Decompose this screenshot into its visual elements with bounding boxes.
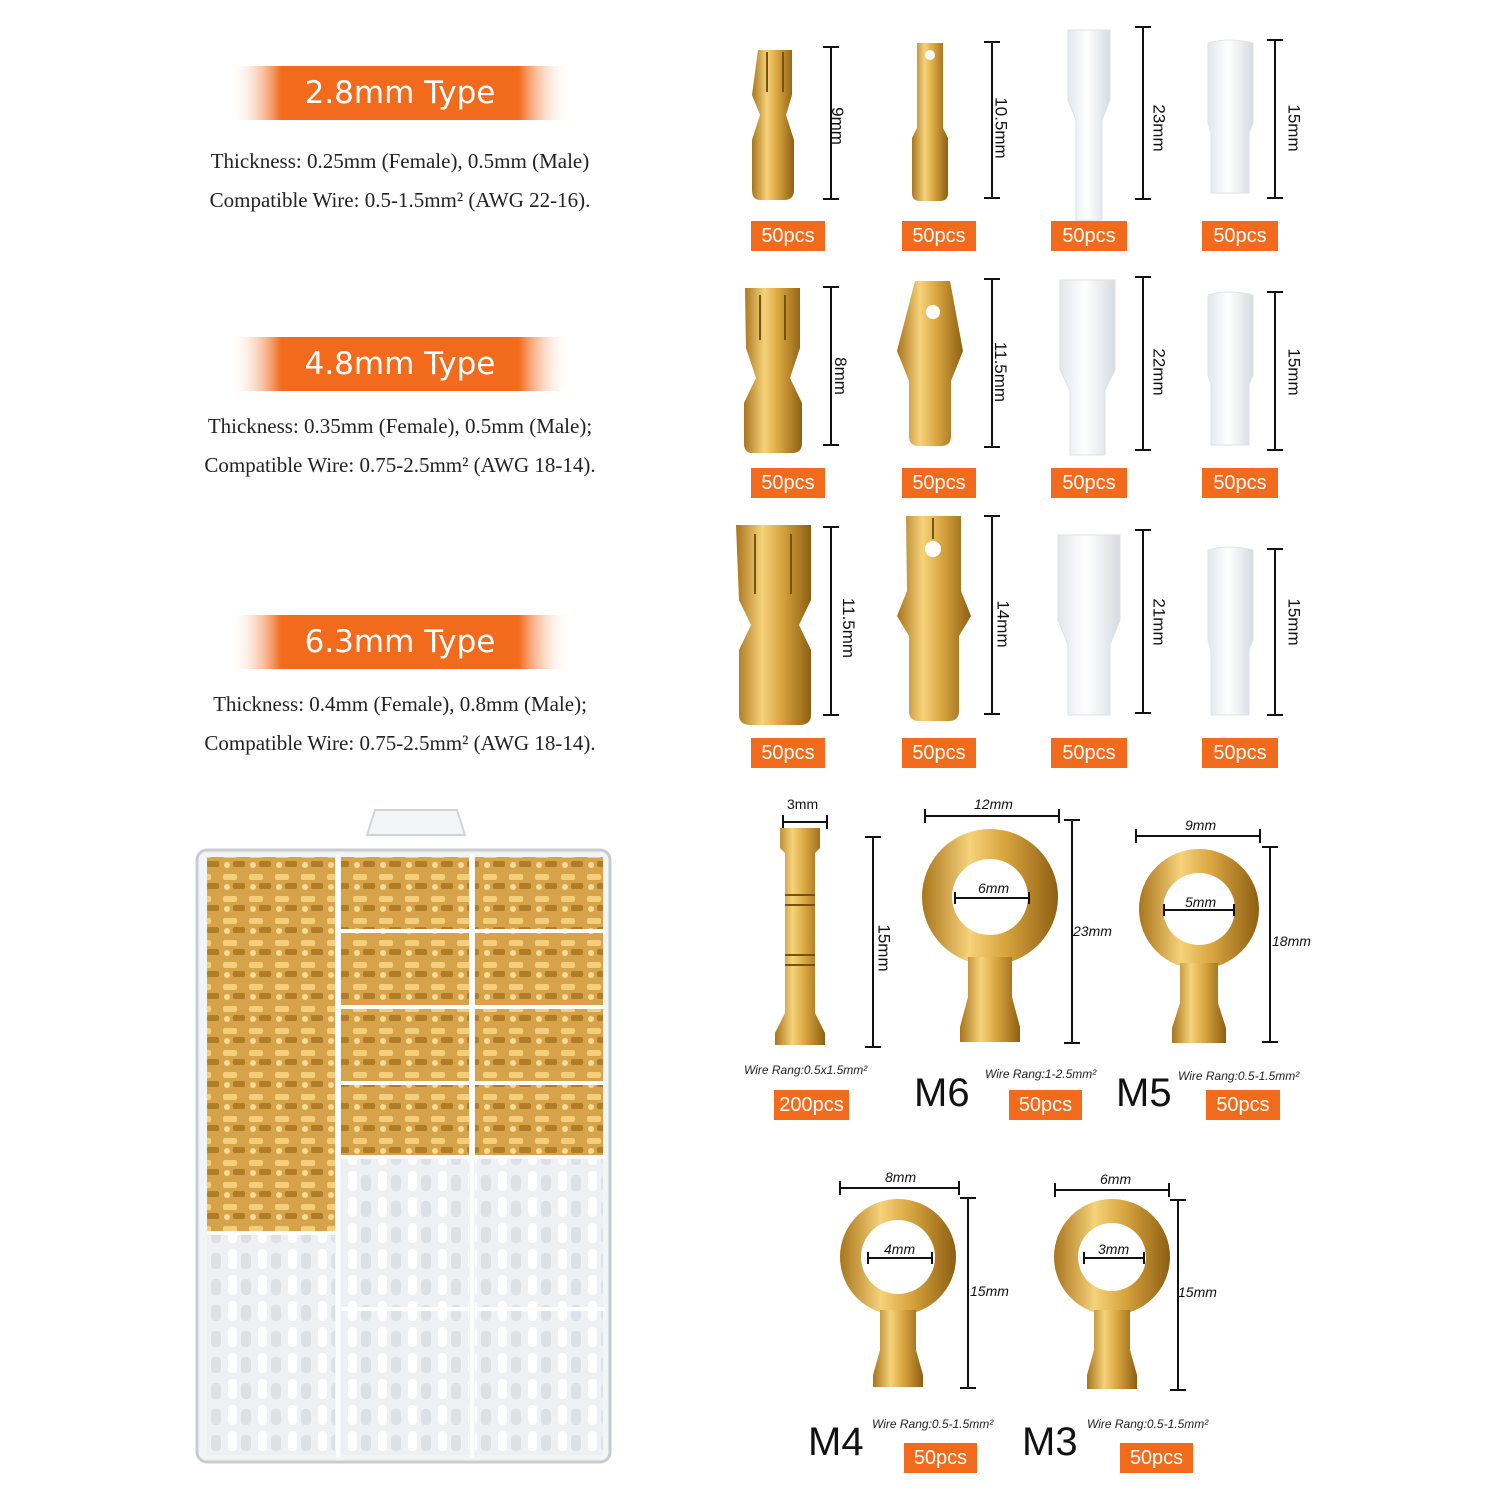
dimension-label: 11.5mm: [839, 597, 859, 659]
qty-badge: 50pcs: [902, 738, 976, 768]
dimension-label: 14mm: [993, 600, 1013, 648]
dimension-line: [1133, 826, 1263, 846]
qty-badge: 50pcs: [1202, 738, 1278, 768]
ring-size-label: M5: [1116, 1071, 1172, 1115]
wire-range: Wire Rang:0.5x1.5mm²: [744, 1063, 868, 1077]
type-spec: [160, 685, 640, 763]
dimension-label: 15mm: [1284, 104, 1304, 152]
qty-badge: 50pcs: [904, 1443, 977, 1473]
qty-badge: 50pcs: [1206, 1090, 1280, 1120]
dimension-label: 10.5mm: [991, 97, 1011, 159]
type-spec: [160, 142, 640, 220]
qty-badge: 50pcs: [751, 738, 825, 768]
butt-connector-image: [765, 825, 835, 1050]
dimension-label: 15mm: [1284, 598, 1304, 646]
inner-dim-label: 6mm: [978, 880, 1010, 896]
type-banner: [230, 615, 570, 669]
male-terminal-image: [893, 513, 973, 718]
qty-badge: 200pcs: [774, 1090, 849, 1120]
outer-dim-label: 8mm: [885, 1169, 917, 1185]
female-insulator-image: [1053, 530, 1128, 720]
width-label: 3mm: [787, 796, 819, 812]
ring-terminal-image: [1135, 845, 1275, 1050]
qty-badge: 50pcs: [1051, 468, 1127, 498]
dimension-label: 9mm: [827, 107, 847, 145]
qty-badge: 50pcs: [902, 221, 976, 251]
length-label: 18mm: [1272, 933, 1311, 949]
wire-range: Wire Rang:1-2.5mm²: [985, 1067, 1097, 1081]
ring-size-label: M6: [914, 1071, 970, 1115]
wire-range: Wire Rang:0.5-1.5mm²: [872, 1417, 994, 1431]
qty-badge: 50pcs: [751, 468, 825, 498]
qty-badge: 50pcs: [1009, 1090, 1082, 1120]
thickness-text: Thickness: 0.25mm (Female), 0.5mm (Male): [210, 149, 590, 173]
qty-badge: 50pcs: [1202, 468, 1278, 498]
dimension-line: [1265, 38, 1285, 203]
dimension-label: 8mm: [830, 357, 850, 395]
male-insulator-image: [1200, 38, 1260, 203]
male-terminal-image: [905, 40, 965, 205]
ring-size-label: M3: [1022, 1420, 1078, 1464]
qty-badge: 50pcs: [751, 221, 825, 251]
length-label: 15mm: [970, 1283, 1009, 1299]
thickness-text: Thickness: 0.35mm (Female), 0.5mm (Male);: [207, 414, 593, 438]
outer-dim-label: 9mm: [1185, 817, 1217, 833]
type-banner: [230, 66, 570, 120]
inner-dim-label: 5mm: [1185, 894, 1217, 910]
male-insulator-image: [1200, 290, 1260, 455]
male-insulator-image: [1200, 545, 1260, 720]
ring-terminal-image: [1052, 1197, 1182, 1397]
outer-dim-label: 12mm: [974, 796, 1013, 812]
qty-badge: 50pcs: [1051, 221, 1127, 251]
type-title: 6.3mm Type: [304, 624, 496, 660]
type-spec: [160, 407, 640, 485]
dimension-label: 21mm: [1149, 598, 1169, 646]
inner-dim-label: 3mm: [1098, 1241, 1130, 1257]
female-insulator-image: [1060, 25, 1120, 205]
thickness-text: Thickness: 0.4mm (Female), 0.8mm (Male);: [213, 692, 587, 716]
qty-badge: 50pcs: [1120, 1443, 1193, 1473]
length-label: 15mm: [874, 924, 894, 972]
length-label: 15mm: [1178, 1284, 1217, 1300]
storage-box-image: [195, 805, 615, 1465]
male-terminal-image: [895, 278, 975, 458]
qty-badge: 50pcs: [1051, 738, 1127, 768]
dimension-line: [1265, 290, 1285, 455]
wire-range: Wire Rang:0.5-1.5mm²: [1178, 1069, 1300, 1083]
female-terminal-image: [740, 285, 815, 455]
type-title: 4.8mm Type: [304, 346, 496, 382]
ring-terminal-image: [920, 822, 1070, 1047]
female-terminal-image: [750, 40, 810, 205]
wire-text: Compatible Wire: 0.75-2.5mm² (AWG 18-14).: [204, 453, 596, 477]
outer-dim-label: 6mm: [1100, 1171, 1132, 1187]
qty-badge: 50pcs: [902, 468, 976, 498]
female-terminal-image: [733, 522, 818, 717]
dimension-label: 11.5mm: [991, 341, 1011, 403]
type-banner: [230, 337, 570, 391]
qty-badge: 50pcs: [1202, 221, 1278, 251]
wire-range: Wire Rang:0.5-1.5mm²: [1087, 1417, 1209, 1431]
wire-text: Compatible Wire: 0.5-1.5mm² (AWG 22-16).: [209, 188, 591, 212]
dimension-label: 15mm: [1284, 348, 1304, 396]
dimension-label: 22mm: [1149, 348, 1169, 396]
female-insulator-image: [1055, 275, 1125, 460]
wire-text: Compatible Wire: 0.75-2.5mm² (AWG 18-14).: [204, 731, 596, 755]
length-label: 23mm: [1073, 923, 1112, 939]
dimension-label: 23mm: [1149, 104, 1169, 152]
dimension-line: [1265, 547, 1285, 719]
ring-size-label: M4: [808, 1420, 864, 1464]
type-title: 2.8mm Type: [304, 75, 496, 111]
ring-terminal-image: [838, 1195, 968, 1395]
inner-dim-label: 4mm: [884, 1241, 916, 1257]
